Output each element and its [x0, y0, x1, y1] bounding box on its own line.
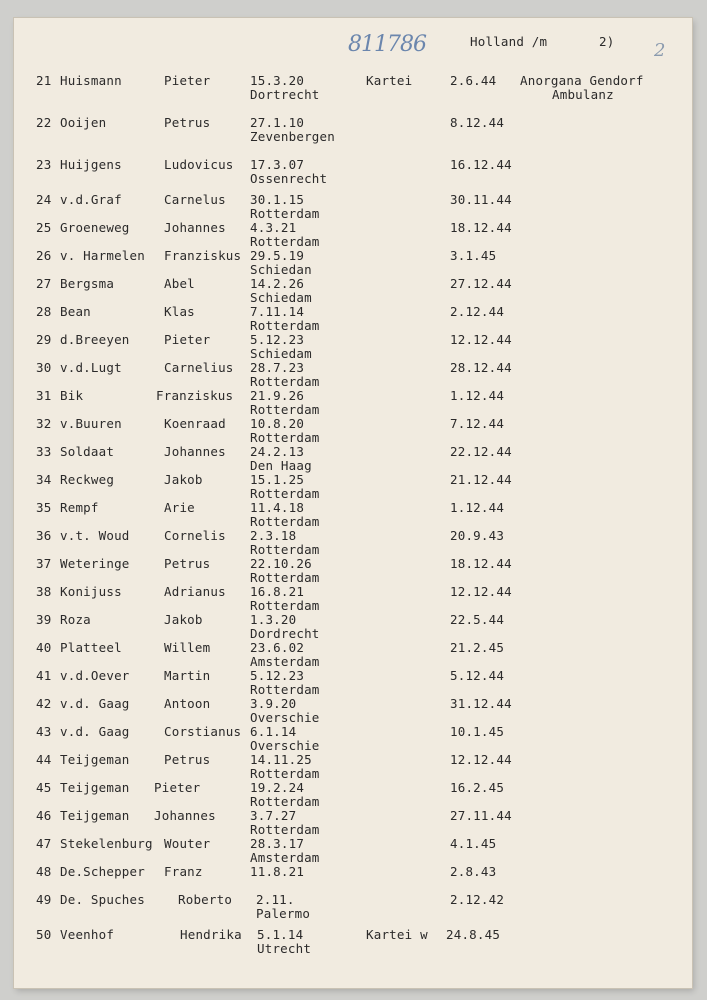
first-name: Pieter: [164, 73, 211, 88]
reference-date: 3.1.45: [450, 248, 497, 263]
reference-date: 2.6.44: [450, 73, 497, 88]
birth-date: 5.1.14: [257, 927, 304, 942]
birth-date: 6.1.14: [250, 724, 297, 739]
last-name: v.Buuren: [60, 416, 122, 431]
first-name: Carnelius: [164, 360, 234, 375]
list-item: [14, 305, 692, 335]
birth-date: 15.3.20: [250, 73, 305, 88]
reference-date: 1.12.44: [450, 388, 505, 403]
reference-date: 1.12.44: [450, 500, 505, 515]
birth-date: 3.7.27: [250, 808, 297, 823]
birth-place: Den Haag: [250, 458, 312, 473]
last-name: Bik: [60, 388, 84, 403]
birth-date: 19.2.24: [250, 780, 305, 795]
last-name: v.d. Gaag: [60, 724, 130, 739]
reference-date: 27.12.44: [450, 276, 512, 291]
first-name: Martin: [164, 668, 211, 683]
first-name: Petrus: [164, 752, 211, 767]
reference-date: 2.12.42: [450, 892, 505, 907]
reference-date: 7.12.44: [450, 416, 505, 431]
row-number: 45: [36, 780, 52, 795]
list-item: [14, 865, 692, 895]
last-name: Roza: [60, 612, 91, 627]
birth-place: Utrecht: [257, 941, 312, 956]
reference-date: 8.12.44: [450, 115, 505, 130]
list-item: [14, 473, 692, 503]
document-page: [14, 18, 692, 988]
birth-place: Rotterdam: [250, 542, 320, 557]
reference-date: 28.12.44: [450, 360, 512, 375]
first-name: Ludovicus: [164, 157, 234, 172]
birth-place: Schiedan: [250, 262, 312, 277]
first-name: Johannes: [164, 220, 226, 235]
first-name: Petrus: [164, 115, 211, 130]
row-number: 47: [36, 836, 52, 851]
last-name: Bergsma: [60, 276, 115, 291]
birth-date: 21.9.26: [250, 388, 305, 403]
page-number: 2): [599, 34, 615, 49]
row-number: 21: [36, 73, 52, 88]
row-number: 36: [36, 528, 52, 543]
list-item: [14, 417, 692, 447]
last-name: Groeneweg: [60, 220, 130, 235]
reference-date: 24.8.45: [446, 927, 501, 942]
last-name: Teijgeman: [60, 808, 130, 823]
reference-date: 12.12.44: [450, 752, 512, 767]
list-item: [14, 809, 692, 839]
birth-date: 28.3.17: [250, 836, 305, 851]
first-name: Carnelus: [164, 192, 226, 207]
list-item: [14, 585, 692, 615]
birth-place: Rotterdam: [250, 234, 320, 249]
list-item: [14, 529, 692, 559]
first-name: Corstianus: [164, 724, 242, 739]
last-name: Teijgeman: [60, 780, 130, 795]
reference-date: 21.2.45: [450, 640, 505, 655]
reference-date: 10.1.45: [450, 724, 505, 739]
list-item: [14, 221, 692, 251]
birth-date: 2.11.: [256, 892, 295, 907]
reference-date: 31.12.44: [450, 696, 512, 711]
reference-date: 12.12.44: [450, 332, 512, 347]
birth-date: 4.3.21: [250, 220, 297, 235]
note: Kartei w: [366, 927, 428, 942]
first-name: Willem: [164, 640, 211, 655]
first-name: Adrianus: [164, 584, 226, 599]
last-name: v.t. Woud: [60, 528, 130, 543]
row-number: 29: [36, 332, 52, 347]
reference-date: 5.12.44: [450, 668, 505, 683]
last-name: Soldaat: [60, 444, 115, 459]
birth-place: Zevenbergen: [250, 129, 335, 144]
birth-place: Dordrecht: [250, 626, 320, 641]
last-name: Platteel: [60, 640, 122, 655]
birth-place: Schiedam: [250, 346, 312, 361]
row-number: 42: [36, 696, 52, 711]
first-name: Arie: [164, 500, 195, 515]
reference-date: 21.12.44: [450, 472, 512, 487]
birth-date: 29.5.19: [250, 248, 305, 263]
first-name: Koenraad: [164, 416, 226, 431]
last-name: v.d.Graf: [60, 192, 122, 207]
first-name: Johannes: [154, 808, 216, 823]
birth-date: 23.6.02: [250, 640, 305, 655]
reference-date: 18.12.44: [450, 220, 512, 235]
birth-place: Overschie: [250, 738, 320, 753]
reference-date: 22.12.44: [450, 444, 512, 459]
list-item: [14, 928, 692, 958]
birth-place: Ossenrecht: [250, 171, 328, 186]
first-name: Hendrika: [180, 927, 242, 942]
list-item: [14, 389, 692, 419]
row-number: 38: [36, 584, 52, 599]
last-name: v.d.Oever: [60, 668, 130, 683]
row-number: 31: [36, 388, 52, 403]
handwritten-reference: 811786: [348, 32, 426, 57]
reference-date: 16.2.45: [450, 780, 505, 795]
list-item: [14, 781, 692, 811]
last-name: Weteringe: [60, 556, 130, 571]
remark: Anorgana Gendorf: [520, 73, 644, 88]
birth-place: Rotterdam: [250, 486, 320, 501]
first-name: Franziskus: [164, 248, 242, 263]
reference-date: 2.8.43: [450, 864, 497, 879]
birth-place: Rotterdam: [250, 766, 320, 781]
first-name: Franz: [164, 864, 203, 879]
first-name: Roberto: [178, 892, 233, 907]
birth-date: 22.10.26: [250, 556, 312, 571]
list-item: [14, 641, 692, 671]
last-name: Konijuss: [60, 584, 122, 599]
last-name: De.Schepper: [60, 864, 145, 879]
last-name: Stekelenburg: [60, 836, 153, 851]
row-number: 28: [36, 304, 52, 319]
list-item: [14, 361, 692, 391]
page-title: Holland /m: [470, 34, 548, 49]
last-name: Teijgeman: [60, 752, 130, 767]
row-number: 39: [36, 612, 52, 627]
birth-date: 14.2.26: [250, 276, 305, 291]
birth-date: 5.12.23: [250, 668, 305, 683]
last-name: d.Breeyen: [60, 332, 130, 347]
birth-place: Rotterdam: [250, 598, 320, 613]
row-number: 35: [36, 500, 52, 515]
last-name: Bean: [60, 304, 91, 319]
list-item: [14, 613, 692, 643]
first-name: Abel: [164, 276, 195, 291]
last-name: De. Spuches: [60, 892, 145, 907]
row-number: 32: [36, 416, 52, 431]
list-item: [14, 557, 692, 587]
row-number: 49: [36, 892, 52, 907]
reference-date: 20.9.43: [450, 528, 505, 543]
list-item: [14, 893, 692, 923]
list-item: [14, 249, 692, 279]
birth-place: Rotterdam: [250, 570, 320, 585]
row-number: 30: [36, 360, 52, 375]
birth-date: 11.8.21: [250, 864, 305, 879]
birth-place: Rotterdam: [250, 514, 320, 529]
birth-date: 3.9.20: [250, 696, 297, 711]
birth-place: Palermo: [256, 906, 311, 921]
birth-date: 7.11.14: [250, 304, 305, 319]
birth-place: Amsterdam: [250, 654, 320, 669]
birth-date: 15.1.25: [250, 472, 305, 487]
last-name: v.d.Lugt: [60, 360, 122, 375]
first-name: Pieter: [154, 780, 201, 795]
list-item: [14, 837, 692, 867]
birth-date: 1.3.20: [250, 612, 297, 627]
birth-place: Rotterdam: [250, 402, 320, 417]
last-name: Reckweg: [60, 472, 115, 487]
remark-line2: Ambulanz: [552, 87, 614, 102]
row-number: 22: [36, 115, 52, 130]
birth-date: 11.4.18: [250, 500, 305, 515]
row-number: 33: [36, 444, 52, 459]
list-item: [14, 158, 692, 188]
last-name: v.d. Gaag: [60, 696, 130, 711]
birth-date: 30.1.15: [250, 192, 305, 207]
birth-date: 16.8.21: [250, 584, 305, 599]
row-number: 25: [36, 220, 52, 235]
reference-date: 12.12.44: [450, 584, 512, 599]
birth-place: Overschie: [250, 710, 320, 725]
last-name: Huismann: [60, 73, 122, 88]
first-name: Pieter: [164, 332, 211, 347]
birth-place: Rotterdam: [250, 318, 320, 333]
list-item: [14, 725, 692, 755]
list-item: [14, 501, 692, 531]
last-name: Ooijen: [60, 115, 107, 130]
list-item: [14, 753, 692, 783]
birth-date: 5.12.23: [250, 332, 305, 347]
birth-place: Schiedam: [250, 290, 312, 305]
last-name: Rempf: [60, 500, 99, 515]
list-item: [14, 669, 692, 699]
row-number: 41: [36, 668, 52, 683]
first-name: Jakob: [164, 472, 203, 487]
note: Kartei: [366, 73, 413, 88]
reference-date: 22.5.44: [450, 612, 505, 627]
first-name: Klas: [164, 304, 195, 319]
row-number: 50: [36, 927, 52, 942]
first-name: Antoon: [164, 696, 211, 711]
first-name: Cornelis: [164, 528, 226, 543]
reference-date: 27.11.44: [450, 808, 512, 823]
list-item: [14, 193, 692, 223]
row-number: 23: [36, 157, 52, 172]
birth-date: 14.11.25: [250, 752, 312, 767]
last-name: v. Harmelen: [60, 248, 145, 263]
birth-place: Rotterdam: [250, 682, 320, 697]
row-number: 44: [36, 752, 52, 767]
first-name: Franziskus: [156, 388, 234, 403]
corner-mark: 2: [654, 40, 666, 61]
birth-date: 27.1.10: [250, 115, 305, 130]
birth-place: Dortrecht: [250, 87, 320, 102]
list-item: [14, 445, 692, 475]
birth-place: Rotterdam: [250, 822, 320, 837]
row-number: 26: [36, 248, 52, 263]
reference-date: 16.12.44: [450, 157, 512, 172]
list-item: [14, 697, 692, 727]
reference-date: 2.12.44: [450, 304, 505, 319]
first-name: Wouter: [164, 836, 211, 851]
row-number: 40: [36, 640, 52, 655]
birth-place: Rotterdam: [250, 374, 320, 389]
birth-place: Rotterdam: [250, 794, 320, 809]
list-item: [14, 333, 692, 363]
row-number: 48: [36, 864, 52, 879]
reference-date: 18.12.44: [450, 556, 512, 571]
last-name: Veenhof: [60, 927, 115, 942]
first-name: Johannes: [164, 444, 226, 459]
birth-date: 28.7.23: [250, 360, 305, 375]
row-number: 37: [36, 556, 52, 571]
row-number: 24: [36, 192, 52, 207]
reference-date: 4.1.45: [450, 836, 497, 851]
birth-date: 17.3.07: [250, 157, 305, 172]
row-number: 43: [36, 724, 52, 739]
birth-place: Rotterdam: [250, 430, 320, 445]
row-number: 27: [36, 276, 52, 291]
birth-date: 24.2.13: [250, 444, 305, 459]
first-name: Petrus: [164, 556, 211, 571]
list-item: [14, 116, 692, 146]
list-item: [14, 74, 692, 104]
birth-place: Amsterdam: [250, 850, 320, 865]
birth-place: Rotterdam: [250, 206, 320, 221]
row-number: 46: [36, 808, 52, 823]
first-name: Jakob: [164, 612, 203, 627]
row-number: 34: [36, 472, 52, 487]
reference-date: 30.11.44: [450, 192, 512, 207]
birth-date: 2.3.18: [250, 528, 297, 543]
list-item: [14, 277, 692, 307]
birth-date: 10.8.20: [250, 416, 305, 431]
last-name: Huijgens: [60, 157, 122, 172]
